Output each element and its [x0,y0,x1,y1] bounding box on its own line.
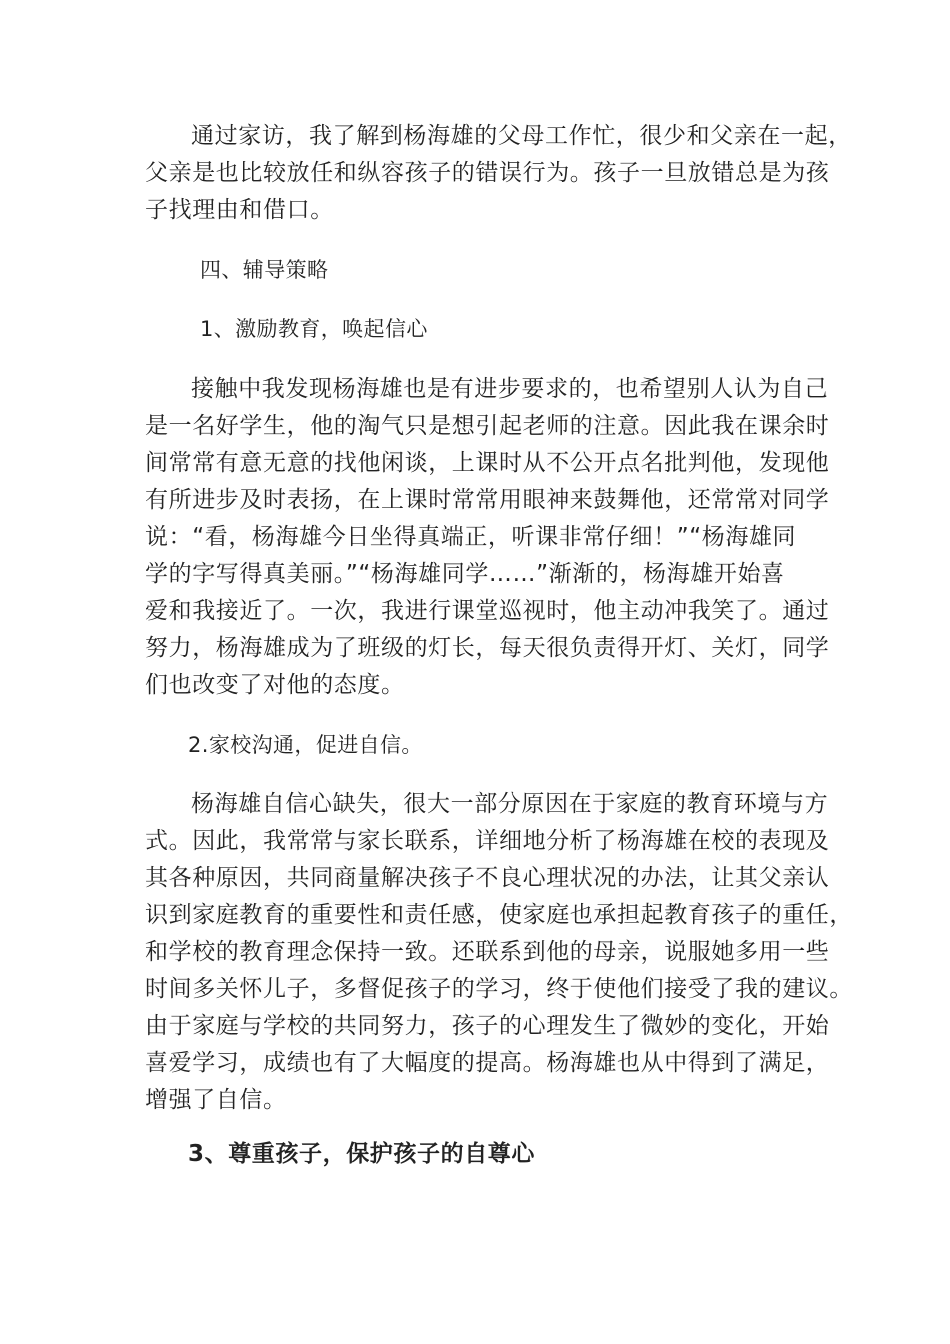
subheading-2: 2.家校沟通，促进自信。 [188,733,423,757]
paragraph-2-line-3: 间常常有意无意的找他闲谈，上课时从不公开点名批判他，发现他 [145,450,830,476]
paragraph-2-line-2: 是一名好学生，他的淘气只是想引起老师的注意。因此我在课余时 [145,413,830,439]
paragraph-2-line-5: 说：“看，杨海雄今日坐得真端正，听课非常仔细！”“杨海雄同 [145,524,797,550]
paragraph-2-line-6: 学的字写得真美丽。”“杨海雄同学……”渐渐的，杨海雄开始喜 [145,561,785,587]
section-heading: 四、辅导策略 [200,258,329,282]
paragraph-3-line-8: 喜爱学习，成绩也有了大幅度的提高。杨海雄也从中得到了满足， [145,1050,830,1076]
paragraph-3-line-6: 时间多关怀儿子，多督促孩子的学习，终于使他们接受了我的建议。 [145,976,853,1002]
paragraph-3-line-2: 式。因此，我常常与家长联系，详细地分析了杨海雄在校的表现及 [145,828,830,854]
paragraph-3-line-4: 识到家庭教育的重要性和责任感，使家庭也承担起教育孩子的重任， [145,902,853,928]
paragraph-3-line-1: 杨海雄自信心缺失，很大一部分原因在于家庭的教育环境与方 [191,791,829,817]
paragraph-3-line-3: 其各种原因，共同商量解决孩子不良心理状况的办法，让其父亲认 [145,865,830,891]
paragraph-2-line-4: 有所进步及时表扬，在上课时常常用眼神来鼓舞他，还常常对同学 [145,487,830,513]
paragraph-1-line-2: 父亲是也比较放任和纵容孩子的错误行为。孩子一旦放错总是为孩 [145,160,830,186]
paragraph-2-line-1: 接触中我发现杨海雄也是有进步要求的，也希望别人认为自己 [191,376,829,402]
paragraph-2-line-9: 们也改变了对他的态度。 [145,672,405,698]
paragraph-1-line-1: 通过家访，我了解到杨海雄的父母工作忙，很少和父亲在一起， [191,123,852,149]
paragraph-3-line-7: 由于家庭与学校的共同努力，孩子的心理发生了微妙的变化，开始 [145,1013,830,1039]
paragraph-1-line-3: 子找理由和借口。 [145,197,334,223]
paragraph-2-line-7: 爱和我接近了。一次，我进行课堂巡视时，他主动冲我笑了。通过 [145,598,830,624]
paragraph-2-line-8: 努力，杨海雄成为了班级的灯长，每天很负责得开灯、关灯，同学 [145,635,830,661]
subheading-3: 3、尊重孩子，保护孩子的自尊心 [188,1141,536,1167]
paragraph-3-line-9: 增强了自信。 [145,1087,287,1113]
subheading-1: 1、激励教育，唤起信心 [200,317,428,341]
paragraph-3-line-5: 和学校的教育理念保持一致。还联系到他的母亲，说服她多用一些 [145,939,830,965]
